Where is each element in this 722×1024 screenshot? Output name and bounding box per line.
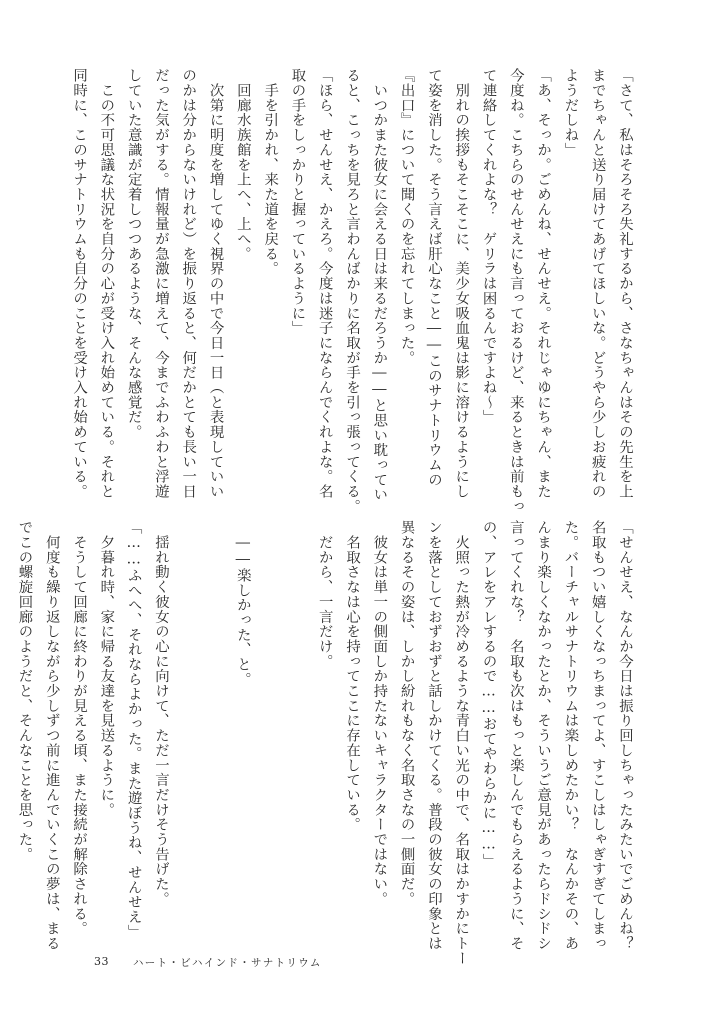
text-line: て姿を消した。そう言えば肝心なこと――このサナトリウムの (425, 68, 442, 487)
text-line: んまり楽しくなかったとか、そういうご意見があったらドシドシ (535, 520, 552, 951)
page-number: 33 (94, 955, 109, 968)
text-line: までちゃんと送り届けてあげてほしいな。どうやら少しお疲れの (589, 68, 606, 499)
text-line: 取の手をしっかりと握っているように」 (289, 68, 306, 336)
text-line: ――楽しかった、と。 (234, 520, 251, 687)
text-line: 別れの挨拶もそこそこに、美少女吸血鬼は影に溶けるようにし (453, 68, 470, 499)
text-line: 『出口』について聞くのを忘れてしまった。 (398, 68, 415, 365)
text-line: 同時に、このサナトリウムも自分のことを受け入れ始めている。 (71, 68, 88, 499)
text-line: ようだしね」 (562, 68, 579, 158)
text-line: ンを落としておずおずと話しかけてくる。普段の彼女の印象とは (425, 520, 442, 951)
text-line (283, 520, 310, 932)
text-line: 回廊水族館を上へ、上へ。 (234, 68, 251, 262)
text-line (256, 520, 283, 932)
text-line: のかは分からないけれど）を振り返ると、何だかとても長い一日 (180, 68, 197, 499)
text-line: 今度ね。こちらのせんせえにも言っておるけど、来るときは前もっ (507, 68, 524, 514)
text-line: だから、一言だけ。 (316, 520, 333, 669)
text-line: だった気がする。情報量が急激に増えて、今までふわふわと浮遊 (152, 68, 169, 499)
text-line: 名取もつい嬉しくなっちまってよ、すこしはしゃぎすぎてしまっ (589, 520, 606, 951)
text-line: この不可思議な状況を自分の心が受け入れ始めている。それと (98, 68, 115, 499)
text-line: いつかまた彼女に会える日は来るだろうか――と思い耽ってい (371, 68, 388, 502)
text-line: 「さて、私はそろそろ失礼するから、さなちゃんはその先生を上 (617, 68, 633, 499)
text-line: ると、こっちを見ろと言わんばかりに名取が手を引っ張ってくる。 (344, 68, 361, 514)
text-line: 次第に明度を増してゆく視界の中で今日一日（と表現していい (207, 68, 224, 499)
text-line: 異なるその姿は、しかし紛れもなく名取さなの一側面だ。 (398, 520, 415, 907)
text-line: 何度も繰り返しながら少しずつ前に進んでいくこの夢は、まる (43, 520, 60, 951)
text-line (201, 520, 228, 932)
text-line: 揺れ動く彼女の心に向けて、ただ一言だけそう告げた。 (152, 520, 169, 907)
text-line: 彼女は単一の側面しか持たないキャラクターではない。 (371, 520, 388, 907)
text-line: していた意識が定着しつつあるような、そんな感覚だ。 (125, 68, 142, 440)
text-line: て連絡してくれよな？ ゲリラは困るんですよね〜」 (480, 68, 497, 425)
upper-text-block (71, 68, 638, 514)
text-line: 「せんせえ、なんか今日は振り回しちゃったみたいでごめんね？ (617, 520, 633, 951)
text-line (174, 520, 201, 932)
text-line: 「あ、そっか。ごめんね、せんせえ。それじゃゆにちゃん、また (535, 68, 552, 499)
text-line: 「ほら、せんせえ、かえろ。今度は迷子にならんでくれよな。名 (316, 68, 333, 499)
text-line: 名取さなは心を持ってここに存在している。 (344, 520, 361, 832)
text-line: 言ってくれな？ 名取も次はもっと楽しんでもらえるように、そ (507, 520, 524, 951)
text-line: でこの螺旋回廊のようだと、そんなことを思った。 (16, 520, 33, 862)
text-line: の、アレをアレするので……おてやわらかに……」 (480, 520, 497, 868)
text-line: 「……ふへへ、それならよかった。また遊ぼうね、せんせえ」 (125, 520, 142, 939)
text-line: 夕暮れ時、家に帰る友達を見送るように。 (98, 520, 115, 817)
text-line: そうして回廊に終わりが見える頃、また接続が解除される。 (71, 520, 88, 936)
running-title: ハート・ビハインド・サナトリウム (133, 957, 322, 969)
text-line: 火照った熱が冷めるような青白い光の中で、名取はかすかにトー (453, 520, 470, 966)
text-line: た。バーチャルサナトリウムは楽しめたかい？ なんかその、あ (562, 520, 579, 951)
text-line: 手を引かれ、来た道を戻る。 (262, 68, 279, 276)
